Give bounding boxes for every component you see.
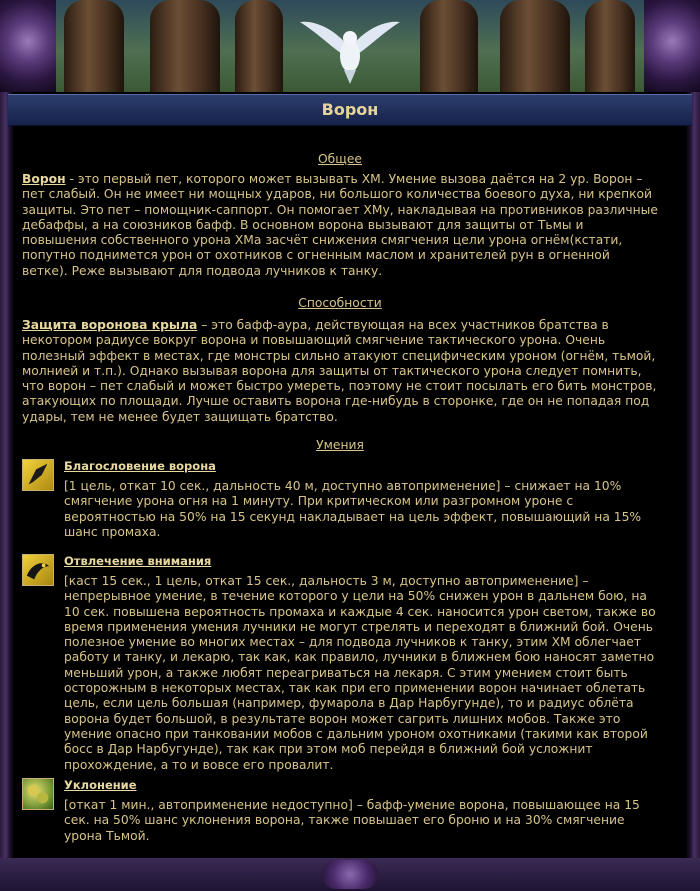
skill-description: [1 цель, откат 10 сек., дальность 40 м, доступно автоприменение] – снижает на 10% смягчение урона огня на 1 минуту. При критическом или разгромном уроне с вероятностью на 50% на 15 секунд накладывает на цель эффект, повышающий на 15% шанс промаха. xyxy=(64,479,642,539)
skill-name-link[interactable]: Уклонение xyxy=(64,778,137,792)
tree-trunk xyxy=(64,0,124,92)
skill-name-link[interactable]: Отвлечение внимания xyxy=(64,554,212,568)
tree-trunk xyxy=(235,0,283,92)
abilities-text: – это бафф-аура, действующая на всех участников братства в некотором радиусе вокруг ворона и повышающий смягчение тактического урона. Очень полезный эффект в местах, где монстры сильно атакуют специфическим уроном (огнём, тьмой, молнией и т.п.). Однако вызывая ворона для защиты от тактического урона следует помнить, что ворон – пет слабый и может быстро умереть, поэтому не стоит посылать его бить монстров, атакующих по площади. Лучше оставить ворона где-нибудь в сторонке, где он не попадая под удары, тем не менее будет защищать братство. xyxy=(22,318,657,424)
skill-description: [каст 15 сек., 1 цель, откат 15 сек., дальность 3 м, доступно автоприменение] – непрерывное умение, в течение которого у цели на 50% снижен урон в дальнем бою, на 10 сек. повышена вероятность промаха и каждые 4 сек. наносится урон светом, также во время применения умения лучники не могут стрелять и переходят в ближний бой. Очень полезное умение во многих местах – для подвода лучников к танку, этим ХМ облегчает работу и танку, и лекарю, так как, как правило, лучники в ближнем бою наносят заметно меньший урон, а также любят переагриваться на лекаря. С этим умением стоит быть осторожным в некоторых местах, так как при его применении ворон начинает облетать цель, если цель большая (например, фумарола в Дар Нарбугунде), то и радиус облёта ворона будет большой, в результате ворон может сагрить лишних мобов. Также это умение опасно при танковании мобов с дальним уроном охотниками (такими как второй босс в Дар Нарбугунде), так как при этом моб перейдя в ближний бой усложнит прохождение, а то и вовсе его провалит. xyxy=(64,574,656,772)
bottom-ornament xyxy=(322,860,378,889)
tree-trunk xyxy=(420,0,478,92)
wing-protection-link[interactable]: Защита воронова крыла xyxy=(22,318,198,332)
section-heading-abilities: Способности xyxy=(298,296,382,310)
general-paragraph xyxy=(22,172,658,279)
general-text: - это первый пет, которого может вызывать ХМ. Умение вызова даётся на 2 ур. Ворон – пет слабый. Он не имеет ни мощных ударов, ни большого количества боевого духа, ни крепкой защиты. Это пет – помощник-саппорт. Он помогает ХМу, накладывая на противников различные дебаффы, а на союзников бафф. В основном ворона вызывают для защиты от Тьмы и повышения собственного урона ХМа засчёт снижения смягчения цели урона огнём(кстати, попутно поднимется урон от охотников с огненным маслом и хранителей рун в огненной ветке). Реже вызывают для подвода лучников к танку. xyxy=(22,172,658,278)
raven-blessing-icon xyxy=(22,459,54,491)
page-title: Ворон xyxy=(321,100,379,119)
title-bar xyxy=(8,94,692,126)
skill-description: [откат 1 мин., автоприменение недоступно] – бафф-умение ворона, повышающее на 15 сек. на 50% шанс уклонения ворона, также повышает его броню и на 30% смягчение урона Тьмой. xyxy=(64,798,640,843)
header-banner xyxy=(0,0,700,92)
skill-name-link[interactable]: Благословение ворона xyxy=(64,459,216,473)
left-corner-ornament xyxy=(0,0,56,92)
raven-link[interactable]: Ворон xyxy=(22,172,66,186)
tree-trunk xyxy=(585,0,635,92)
raven-bird-icon xyxy=(298,8,402,86)
distraction-icon xyxy=(22,554,54,586)
tree-trunk xyxy=(500,0,570,92)
evasion-icon xyxy=(22,778,54,810)
tree-trunk xyxy=(150,0,220,92)
right-corner-ornament xyxy=(644,0,700,92)
bottom-frame-bar xyxy=(0,858,700,891)
section-heading-general: Общее xyxy=(318,152,362,166)
abilities-paragraph xyxy=(22,318,658,425)
section-heading-skills: Умения xyxy=(316,438,364,452)
